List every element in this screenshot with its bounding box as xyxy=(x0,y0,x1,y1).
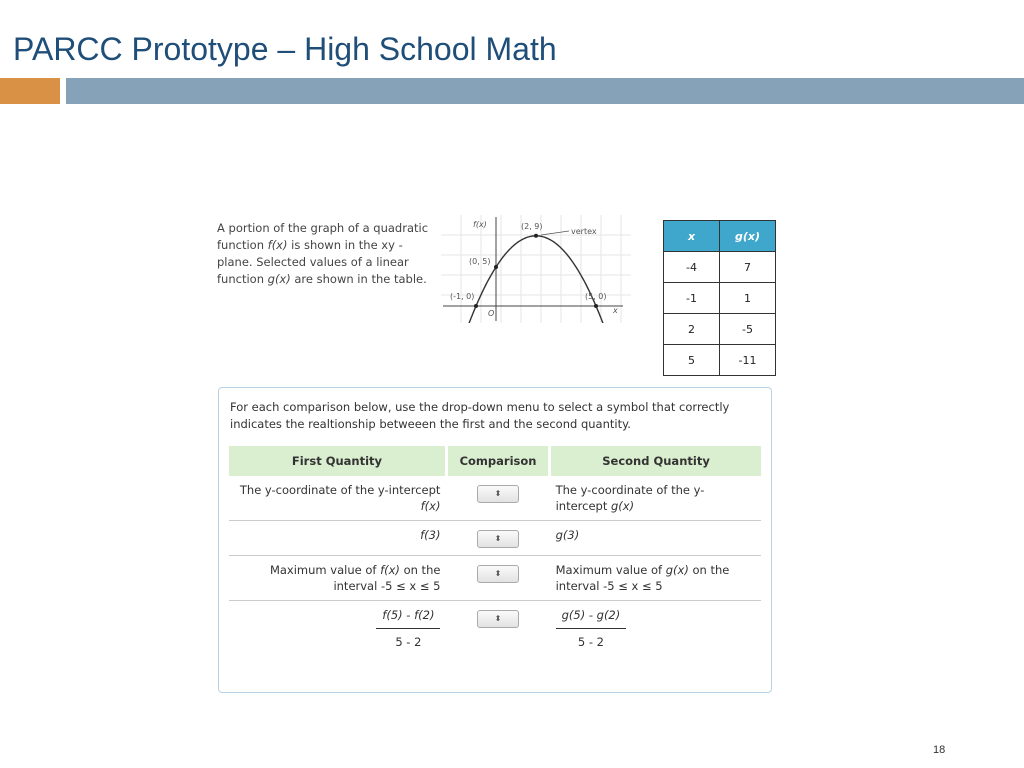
accent-bar-blue xyxy=(66,78,1024,104)
comparison-row xyxy=(229,476,761,521)
second-quantity-text: The y-coordinate of the y-intercept xyxy=(555,483,705,513)
second-quantity-text-2: on the interval -5 ≤ x ≤ 5 xyxy=(555,563,730,593)
second-quantity-fn: g(x) xyxy=(611,499,635,513)
second-quantity-cell xyxy=(550,601,761,657)
comparison-panel xyxy=(218,387,772,693)
graph-point xyxy=(494,265,498,269)
table-cell: -5 xyxy=(720,314,776,345)
g-table-header-gx: g(x) xyxy=(720,221,776,252)
g-table-header-row xyxy=(664,221,776,252)
fraction-numerator: g(5) - g(2) xyxy=(556,607,627,629)
first-quantity-text: The y-coordinate of the y-intercept xyxy=(239,483,441,497)
comparison-dropdown-3[interactable]: ⬍ xyxy=(477,565,519,583)
table-cell: -1 xyxy=(664,283,720,314)
accent-bar-orange xyxy=(0,78,60,104)
intro-text-2: is shown in the xy - plane. Selected values of a linear function xyxy=(217,238,409,286)
comparison-cell xyxy=(446,601,549,657)
origin-label: O xyxy=(488,309,495,318)
table-cell: 1 xyxy=(720,283,776,314)
vertex-note: vertex xyxy=(571,227,597,236)
first-quantity-fn: f(3) xyxy=(420,528,441,542)
graph-background xyxy=(441,215,631,323)
first-quantity-text: Maximum value of xyxy=(269,563,381,577)
table-row xyxy=(664,345,776,376)
graph-point xyxy=(474,304,478,308)
slide-title: PARCC Prototype – High School Math xyxy=(13,31,557,67)
table-cell: 2 xyxy=(664,314,720,345)
first-quantity-fn: f(x) xyxy=(420,499,441,513)
second-quantity-text: Maximum value of xyxy=(555,563,666,577)
intro-gx: g(x) xyxy=(267,272,291,286)
table-cell: 5 xyxy=(664,345,720,376)
point-label-neg1-0: (-1, 0) xyxy=(450,292,475,301)
graph-point xyxy=(594,304,598,308)
graph-point xyxy=(534,234,538,238)
first-fraction xyxy=(376,607,440,650)
point-label-0-5: (0, 5) xyxy=(469,257,491,266)
y-axis-label: f(x) xyxy=(473,220,487,229)
fraction-numerator: f(5) - f(2) xyxy=(376,607,440,629)
first-quantity-text-2: on the interval -5 ≤ x ≤ 5 xyxy=(333,563,441,593)
g-table-header-x: x xyxy=(664,221,720,252)
header-second-quantity: Second Quantity xyxy=(550,446,761,476)
intro-text-3: are shown in the table. xyxy=(290,272,427,286)
table-cell: -4 xyxy=(664,252,720,283)
table-row xyxy=(664,314,776,345)
second-quantity-cell xyxy=(550,556,761,601)
first-quantity-cell xyxy=(229,556,446,601)
first-quantity-cell xyxy=(229,521,446,556)
second-fraction xyxy=(556,607,627,650)
table-row xyxy=(664,283,776,314)
comparison-cell xyxy=(446,556,549,601)
table-cell: 7 xyxy=(720,252,776,283)
g-values-table xyxy=(663,220,776,376)
first-quantity-fn: f(x) xyxy=(380,563,400,577)
comparison-row xyxy=(229,521,761,556)
header-comparison: Comparison xyxy=(446,446,549,476)
comparison-cell xyxy=(446,521,549,556)
first-quantity-cell xyxy=(229,476,446,521)
x-axis-label: x xyxy=(613,306,618,315)
second-quantity-fn: g(x) xyxy=(665,563,689,577)
table-row xyxy=(664,252,776,283)
intro-text: A portion of the graph of a quadratic function xyxy=(217,221,429,252)
comparison-instructions: For each comparison below, use the drop-down menu to select a symbol that correctly indicates the realtionship betweeen the first and the second quantity. xyxy=(230,400,730,431)
comparison-header-row xyxy=(229,446,761,476)
point-label-5-0: (5, 0) xyxy=(585,292,607,301)
second-quantity-fn: g(3) xyxy=(555,528,580,542)
second-quantity-cell xyxy=(550,521,761,556)
first-quantity-cell xyxy=(229,601,446,657)
comparison-row xyxy=(229,556,761,601)
fraction-denominator: 5 - 2 xyxy=(395,635,422,649)
fraction-denominator: 5 - 2 xyxy=(577,635,604,649)
comparison-dropdown-2[interactable]: ⬍ xyxy=(477,530,519,548)
header-first-quantity: First Quantity xyxy=(229,446,446,476)
problem-intro xyxy=(217,220,432,288)
second-quantity-cell xyxy=(550,476,761,521)
intro-fx: f(x) xyxy=(267,238,288,252)
comparison-table xyxy=(229,446,761,656)
quadratic-graph xyxy=(441,215,631,323)
page-number: 18 xyxy=(933,744,946,756)
table-cell: -11 xyxy=(720,345,776,376)
vertex-point-label: (2, 9) xyxy=(521,222,543,231)
comparison-row xyxy=(229,601,761,657)
comparison-dropdown-4[interactable]: ⬍ xyxy=(477,610,519,628)
comparison-cell xyxy=(446,476,549,521)
comparison-dropdown-1[interactable]: ⬍ xyxy=(477,485,519,503)
